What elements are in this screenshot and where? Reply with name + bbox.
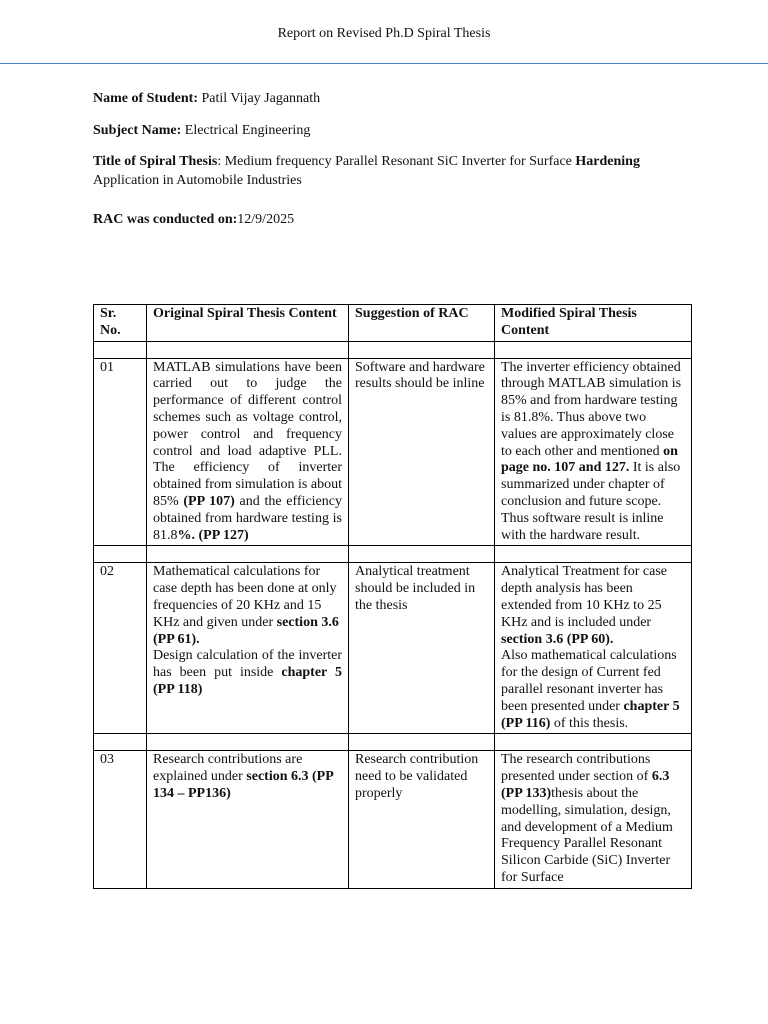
thesis-title-value: Medium frequency Parallel Resonant SiC Inverter for Surface (224, 154, 576, 169)
thesis-title-bold: Hardening (575, 154, 640, 169)
thesis-title-label: Title of Spiral Thesis (93, 154, 218, 169)
table-spacer-row (94, 734, 692, 751)
row-original-content (147, 563, 349, 734)
cell-text: and the efficiency obtained from hardware testing is 81.8 (153, 493, 342, 543)
row-modified-content (495, 563, 692, 734)
cell-paragraph (153, 648, 342, 698)
thesis-title-line (93, 152, 713, 190)
table-spacer-row (94, 341, 692, 358)
subject-name-label: Subject Name: (93, 123, 182, 138)
row-modified-content (495, 358, 692, 546)
cell-text: thesis about the modelling, simulation, design, and development of a Medium Frequency Parallel Resonant Silicon Carbide (SiC) Inverter for Surface (501, 785, 673, 885)
rac-date-label: RAC was conducted on: (93, 212, 238, 227)
cell-text: Analytical Treatment for case depth analysis has been extended from 10 KHz to 25 KHz and is included under (501, 564, 668, 630)
cell-text: Design calculation of the inverter has been put inside (153, 648, 342, 681)
cell-text: The inverter efficiency obtained through MATLAB simulation is 85% and from hardware testing is 81.8%. Thus above two values are approximately close to each other and mentioned (501, 359, 682, 459)
header-divider (0, 63, 768, 64)
thesis-title-value-cont: Application in Automobile Industries (93, 173, 302, 188)
header-suggestion: Suggestion of RAC (349, 305, 495, 342)
page-header-title: Report on Revised Ph.D Spiral Thesis (277, 26, 491, 41)
cell-text-bold: 6.3 (PP 133) (501, 769, 670, 801)
cell-text: The research contributions presented under section of (501, 752, 652, 785)
rac-date-line (93, 210, 713, 229)
table-header-row (94, 305, 692, 342)
row-sr-no: 02 (94, 563, 147, 734)
row-sr-no: 03 (94, 751, 147, 888)
subject-name-value: Electrical Engineering (181, 123, 311, 138)
cell-text: MATLAB simulations have been carried out to judge the performance of different control schemes such as voltage control, power control and frequency control and load adaptive PLL. The efficiency of inverter obtained from simulation is about 85% (153, 359, 342, 509)
cell-text: of this thesis. (550, 715, 629, 731)
cell-text: It is also summarized under chapter of conclusion and future scope. Thus software result is inline with the hardware result. (501, 460, 681, 543)
row-suggestion: Research contribution need to be validated properly (349, 751, 495, 888)
table-row (94, 751, 692, 888)
cell-text-bold: chapter 5 (PP 116) (501, 698, 680, 731)
student-name-value: Patil Vijay Jagannath (198, 91, 321, 106)
row-original-content (147, 358, 349, 546)
student-name-label: Name of Student: (93, 91, 198, 106)
row-suggestion: Analytical treatment should be included in the thesis (349, 563, 495, 734)
table-spacer-row (94, 546, 692, 563)
header-modified-content: Modified Spiral Thesis Content (495, 305, 692, 342)
cell-text-bold: section 3.6 (PP 61). (153, 614, 339, 647)
header-original-content: Original Spiral Thesis Content (147, 305, 349, 342)
thesis-title-colon: : (217, 154, 225, 169)
cell-text: Also mathematical calculations for the design of Current fed parallel resonant inverter has been presented under (501, 648, 677, 714)
rac-date-value: 12/9/2025 (237, 212, 295, 227)
cell-text-bold: %. (PP 127) (177, 527, 249, 543)
row-sr-no: 01 (94, 358, 147, 546)
student-name-line (93, 89, 713, 108)
table-row (94, 358, 692, 546)
cell-text-bold: section 6.3 (PP 134 – PP136) (153, 769, 334, 801)
row-suggestion: Software and hardware results should be inline (349, 358, 495, 546)
cell-text: Mathematical calculations for case depth has been done at only frequencies of 20 KHz and 15 KHz and given under (153, 564, 337, 630)
header-sr-no: Sr. No. (94, 305, 147, 342)
cell-text-bold: section 3.6 (PP 60). (501, 631, 614, 647)
subject-name-line (93, 121, 713, 140)
table-row (94, 563, 692, 734)
row-original-content (147, 751, 349, 888)
cell-text-bold: (PP 107) (183, 493, 235, 509)
row-modified-content (495, 751, 692, 888)
cell-text-bold: chapter 5 (PP 118) (153, 665, 343, 697)
rac-comparison-table (93, 304, 692, 889)
cell-text-bold: on page no. 107 and 127. (501, 443, 678, 476)
cell-text: Research contributions are explained under (153, 752, 303, 785)
